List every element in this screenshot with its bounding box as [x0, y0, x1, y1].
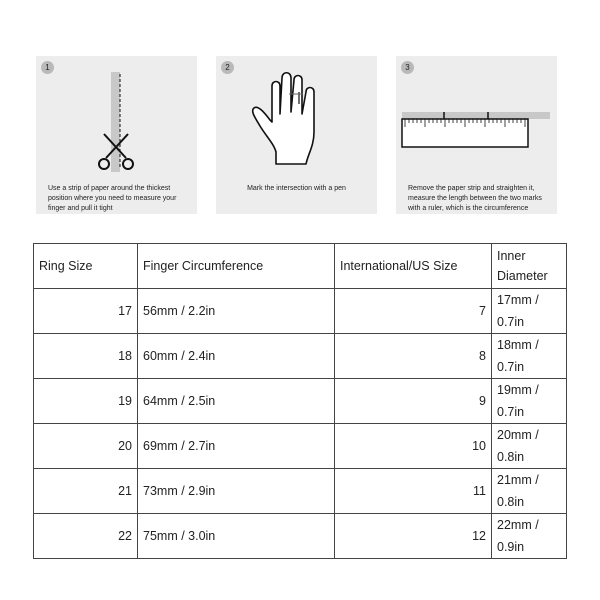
table-row	[34, 379, 567, 424]
step-3-number: 3	[401, 61, 414, 74]
step-2-panel	[216, 56, 377, 214]
cell-inner-diameter: 17mm / 0.7in	[492, 289, 567, 334]
cell-us-size: 10	[335, 424, 492, 469]
cell-us-size: 12	[335, 514, 492, 559]
ruler-icon	[396, 56, 557, 184]
cell-ring-size: 17	[34, 289, 138, 334]
cell-circumference: 56mm / 2.2in	[138, 289, 335, 334]
cell-us-size: 8	[335, 334, 492, 379]
ring-size-table	[33, 243, 567, 559]
cell-inner-diameter: 20mm / 0.8in	[492, 424, 567, 469]
cell-ring-size: 18	[34, 334, 138, 379]
cell-circumference: 64mm / 2.5in	[138, 379, 335, 424]
table-row	[34, 469, 567, 514]
header-finger-circumference: Finger Circumference	[138, 244, 335, 289]
step-1-text: Use a strip of paper around the thickest position where you need to measure your finger and pull it tight	[48, 185, 177, 212]
header-inner-diameter: Inner Diameter	[492, 244, 567, 289]
table-header-row	[34, 244, 567, 289]
cell-inner-diameter: 22mm / 0.9in	[492, 514, 567, 559]
step-3-text: Remove the paper strip and straighten it, measure the length between the two marks with a ruler, which is the circumference	[408, 185, 542, 212]
cell-circumference: 69mm / 2.7in	[138, 424, 335, 469]
cell-circumference: 73mm / 2.9in	[138, 469, 335, 514]
hand-mark-icon	[216, 56, 377, 184]
table-row	[34, 289, 567, 334]
cell-circumference: 75mm / 3.0in	[138, 514, 335, 559]
cell-us-size: 7	[335, 289, 492, 334]
step-3-panel	[396, 56, 557, 214]
cell-ring-size: 22	[34, 514, 138, 559]
step-2-number: 2	[221, 61, 234, 74]
cell-ring-size: 19	[34, 379, 138, 424]
scissors-paper-strip-icon	[36, 56, 197, 184]
header-us-size: International/US Size	[335, 244, 492, 289]
cell-us-size: 9	[335, 379, 492, 424]
step-1-number: 1	[41, 61, 54, 74]
step-2-text: Mark the intersection with a pen	[247, 185, 346, 192]
table-row	[34, 514, 567, 559]
cell-ring-size: 21	[34, 469, 138, 514]
cell-circumference: 60mm / 2.4in	[138, 334, 335, 379]
table-row	[34, 334, 567, 379]
cell-ring-size: 20	[34, 424, 138, 469]
cell-inner-diameter: 21mm / 0.8in	[492, 469, 567, 514]
cell-us-size: 11	[335, 469, 492, 514]
header-ring-size: Ring Size	[34, 244, 138, 289]
cell-inner-diameter: 19mm / 0.7in	[492, 379, 567, 424]
measurement-steps	[36, 56, 564, 214]
cell-inner-diameter: 18mm / 0.7in	[492, 334, 567, 379]
step-1-panel	[36, 56, 197, 214]
table-row	[34, 424, 567, 469]
